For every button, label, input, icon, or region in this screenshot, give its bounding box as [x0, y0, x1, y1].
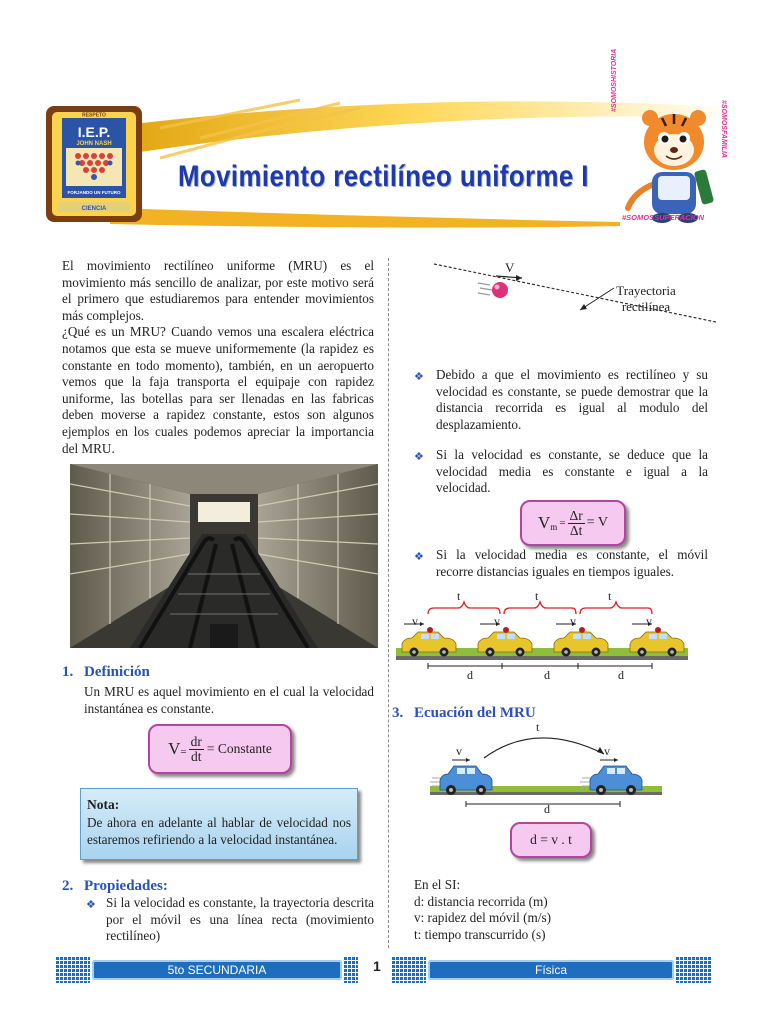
footer-grade-bar: 5to SECUNDARIA — [92, 960, 342, 980]
trayectoria-label: Trayectoria rectilínea — [616, 283, 676, 314]
formula-rhs: = Constante — [206, 741, 272, 756]
logo-name: JOHN NASH — [76, 141, 112, 147]
vm-denominator: Δt — [569, 522, 583, 538]
cars-d-label-1: d — [467, 668, 473, 682]
cars-d-label-3: d — [618, 668, 624, 682]
velocidad-formula-box — [148, 724, 292, 774]
nota-box — [80, 788, 358, 860]
diamond-bullet-icon: ❖ — [414, 451, 424, 463]
intro-paragraph-1: El movimiento rectilíneo uniforme (MRU) es el movimiento más sencillo de analizar, por este motivo será el primero que estudiaremos para entender movimientos más complejos. — [62, 258, 374, 323]
definicion-title: Definición — [84, 664, 150, 680]
hashtag-superacion: #SOMOSSUPERACION — [622, 213, 705, 222]
footer-dots-left — [56, 957, 90, 983]
propiedad-item-2: Debido a que el movimiento es rectilíneo y su velocidad es constante, se puede demostrar que la distancia recorrida es igual al modulo del desplazamiento. — [436, 367, 708, 432]
vm-subscript: m — [550, 522, 558, 532]
hashtag-familia: #SOMOSFAMILIA — [720, 100, 727, 158]
escalator-photo — [70, 464, 378, 648]
diamond-bullet-icon: ❖ — [414, 371, 424, 383]
logo-top-text: RESPETO — [82, 112, 106, 119]
ecuacion-title: Ecuación del MRU — [414, 705, 536, 721]
intro-text — [62, 258, 374, 457]
diamond-bullet-icon: ❖ — [86, 899, 96, 911]
cars-equal-distance-diagram — [392, 588, 692, 684]
si-item-tiempo: t: tiempo transcurrido (s) — [414, 926, 546, 942]
nota-body: De ahora en adelante al hablar de velocidad nos estaremos refiriendo a la velocidad instantánea. — [87, 815, 351, 847]
footer-dots-center-left — [344, 957, 358, 983]
logo-org: I.E.P. — [77, 124, 111, 140]
formula-denominator: dt — [190, 748, 202, 764]
ecuacion-number: 3. — [392, 705, 404, 721]
vm-fraction — [568, 509, 585, 538]
propiedad-item-3: Si la velocidad es constante, se deduce que la velocidad media es constante e igual a la velocidad. — [436, 447, 708, 496]
page-title: Movimiento rectilíneo uniforme I — [178, 160, 589, 193]
vm-equals: = — [559, 517, 566, 529]
definicion-body: Un MRU es aquel movimiento en el cual la velocidad instantánea es constante. — [84, 684, 374, 716]
school-logo — [44, 104, 144, 224]
definicion-number: 1. — [62, 664, 74, 680]
formula-numerator: dr — [190, 733, 202, 749]
ecu-d-label: d — [544, 802, 550, 816]
velocidad-media-formula-box — [520, 500, 626, 546]
vm-v-symbol: V — [538, 513, 551, 532]
column-divider — [388, 258, 389, 948]
ecu-v-label-1: v — [456, 744, 462, 758]
cars-t-label-3: t — [608, 589, 612, 603]
vm-rhs: = V — [586, 515, 608, 530]
cars-v-label-1: v — [412, 614, 418, 628]
propiedad-item-1: Si la velocidad es constante, la trayectoria descrita por el móvil es una línea recta (movimiento rectilíneo) — [106, 895, 374, 944]
cars-v-label-3: v — [570, 614, 576, 628]
cars-v-label-4: v — [646, 614, 652, 628]
diamond-bullet-icon: ❖ — [414, 551, 424, 563]
logo-motto: FORJANDO UN FUTURO — [67, 190, 121, 195]
si-units-block — [414, 877, 614, 943]
ecu-t-label: t — [536, 720, 540, 734]
si-title: En el SI: — [414, 877, 461, 892]
formula-fraction — [189, 735, 204, 764]
propiedades-title: Propiedades: — [84, 878, 168, 894]
footer-dots-right — [676, 957, 712, 983]
formula-equals: = — [180, 746, 187, 758]
ecu-v-label-2: v — [604, 744, 610, 758]
page-number: 1 — [373, 958, 381, 974]
tiger-mascot-icon — [622, 100, 722, 225]
logo-side-text: SUPERACIÓN — [135, 139, 141, 173]
vm-numerator: Δr — [569, 507, 583, 523]
hashtag-historia: #SOMOSHISTORIA — [611, 48, 618, 112]
cars-v-label-2: v — [494, 614, 500, 628]
propiedades-number: 2. — [62, 878, 74, 894]
formula-v-symbol: V — [168, 739, 181, 758]
nota-title: Nota: — [87, 797, 120, 812]
cars-t-label-1: t — [457, 589, 461, 603]
si-item-distancia: d: distancia recorrida (m) — [414, 893, 548, 909]
si-item-rapidez: v: rapidez del móvil (m/s) — [414, 910, 551, 926]
mru-formula-box: d = v . t — [510, 822, 592, 858]
intro-paragraph-2: ¿Qué es un MRU? Cuando vemos una escalera eléctrica notamos que esta se mueve uniformemente (la rapidez es constante en todo momento), también, en un aeropuerto vemos que la faja transporta el equipaje con rapidez uniforme, las botellas para ser llenadas en las fabricas deben moverse a rapidez constante, estos son algunos ejemplos en los cuales podemos apreciar la importancia del MRU. — [62, 324, 374, 456]
cars-t-label-2: t — [535, 589, 539, 603]
footer-dots-center-right — [392, 957, 426, 983]
propiedad-item-4: Si la velocidad media es constante, el móvil recorre distancias iguales en tiempos iguales. — [436, 547, 708, 579]
trayectoria-v-label: V — [505, 260, 515, 275]
footer-subject-bar: Física — [428, 960, 674, 980]
cars-d-label-2: d — [544, 668, 550, 682]
logo-ribbon: CIENCIA — [81, 206, 107, 212]
